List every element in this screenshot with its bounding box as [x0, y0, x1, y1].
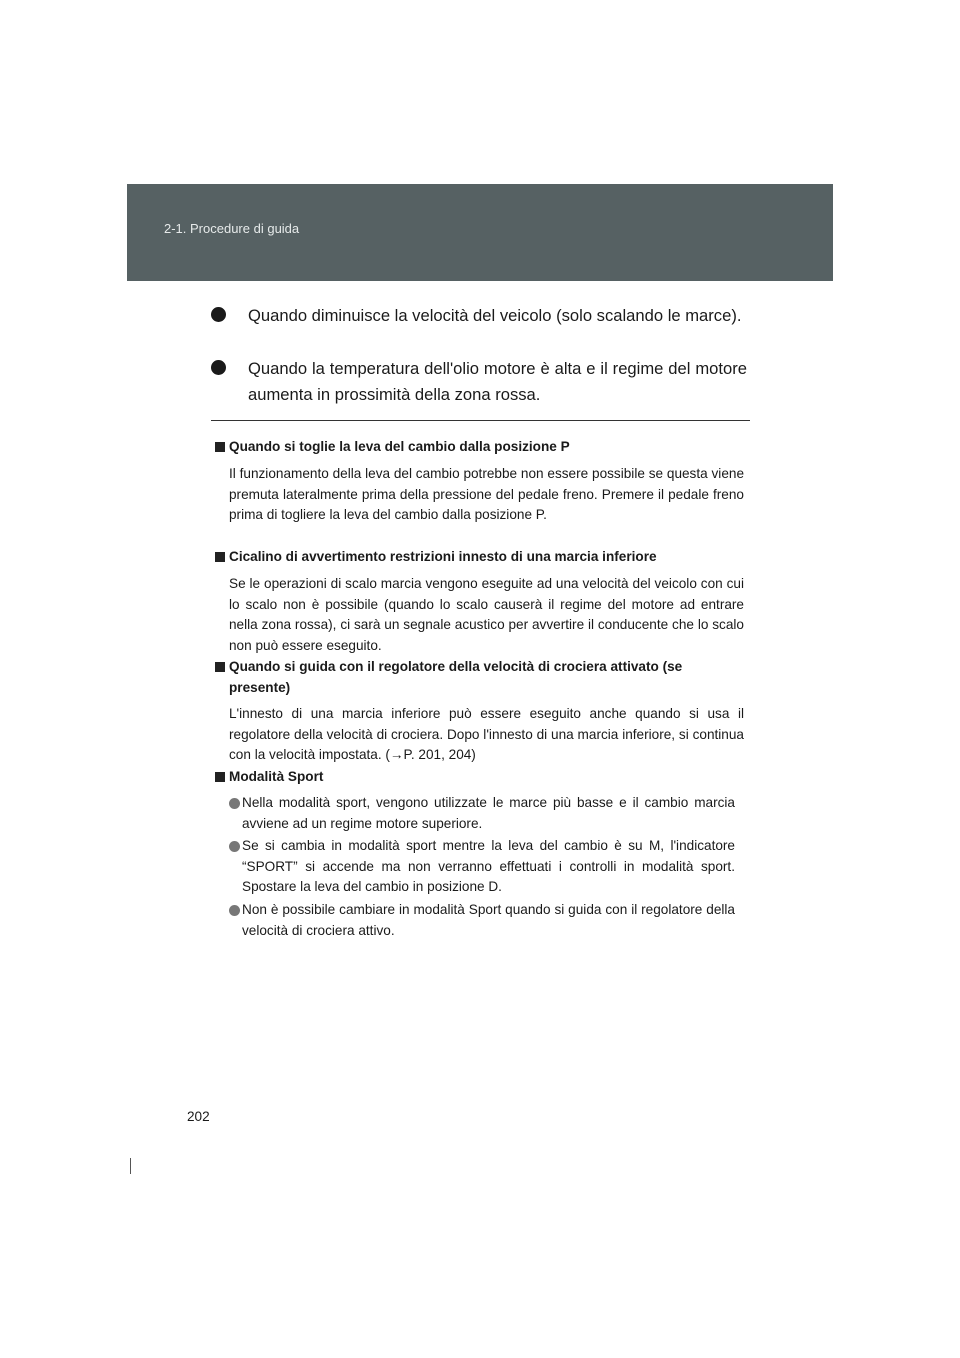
bullet-icon	[229, 841, 240, 852]
note-bullet-text: Nella modalità sport, vengono utilizzate le marce più basse e il cambio marcia avviene ad un regime motore superiore.	[242, 795, 735, 831]
margin-mark	[130, 1158, 131, 1174]
page-number: 202	[187, 1109, 210, 1124]
section-title: 2-1. Procedure di guida	[164, 221, 300, 236]
square-bullet-icon	[215, 662, 225, 672]
main-bullet-text: Quando la temperatura dell'olio motore è alta e il regime del motore aumenta in prossimità della zona rossa.	[248, 359, 747, 404]
note-bullet-text: Non è possibile cambiare in modalità Sport quando si guida con il regolatore della velocità di crociera attivo.	[242, 902, 735, 938]
square-bullet-icon	[215, 552, 225, 562]
section-header-band	[127, 184, 833, 281]
note-heading	[215, 547, 745, 568]
main-bullet-item	[211, 303, 747, 329]
note-heading-text: Cicalino di avvertimento restrizioni innesto di una marcia inferiore	[229, 549, 657, 564]
square-bullet-icon	[215, 442, 225, 452]
note-body: Se le operazioni di scalo marcia vengono eseguite ad una velocità del veicolo con cui lo scalo non è possibile (quando lo scalo causerà il regime del motore ad entrare nella zona rossa), ci sarà un segnale acustico per avvertire il conducente che lo scalo non può essere eseguito.	[229, 576, 744, 653]
note-body: Il funzionamento della leva del cambio potrebbe non essere possibile se questa viene premuta lateralmente prima della pressione del pedale freno. Premere il pedale freno prima di togliere la leva del cambio dalla posizione P.	[229, 466, 744, 522]
square-bullet-icon	[215, 772, 225, 782]
note-heading	[215, 437, 745, 458]
main-bullet-text: Quando diminuisce la velocità del veicolo (solo scalando le marce).	[248, 306, 742, 325]
note-heading-text: Quando si toglie la leva del cambio dalla posizione P	[229, 439, 570, 454]
bullet-icon	[211, 360, 226, 375]
bullet-icon	[229, 905, 240, 916]
bullet-icon	[229, 798, 240, 809]
note-heading	[215, 657, 745, 698]
note-heading	[215, 767, 745, 788]
note-body: L'innesto di una marcia inferiore può essere eseguito anche quando si usa il regolatore della velocità di crociera. Dopo l'innesto di una marcia inferiore, si continua con la velocità impostata. (→P. 201, 204)	[229, 706, 744, 762]
main-bullet-item	[211, 356, 747, 408]
note-bullet-item	[229, 836, 735, 898]
note-heading-text: Modalità Sport	[229, 769, 324, 784]
section-divider	[211, 420, 750, 421]
note-bullet-text: Se si cambia in modalità sport mentre la leva del cambio è su M, l'indicatore “SPORT” si accende ma non verranno effettuati i controlli in modalità sport. Spostare la leva del cambio in posizione D.	[242, 838, 735, 894]
note-bullet-item	[229, 900, 735, 941]
note-heading-text: Quando si guida con il regolatore della velocità di crociera attivato (se presente)	[229, 659, 683, 695]
note-bullet-item	[229, 793, 735, 834]
bullet-icon	[211, 307, 226, 322]
